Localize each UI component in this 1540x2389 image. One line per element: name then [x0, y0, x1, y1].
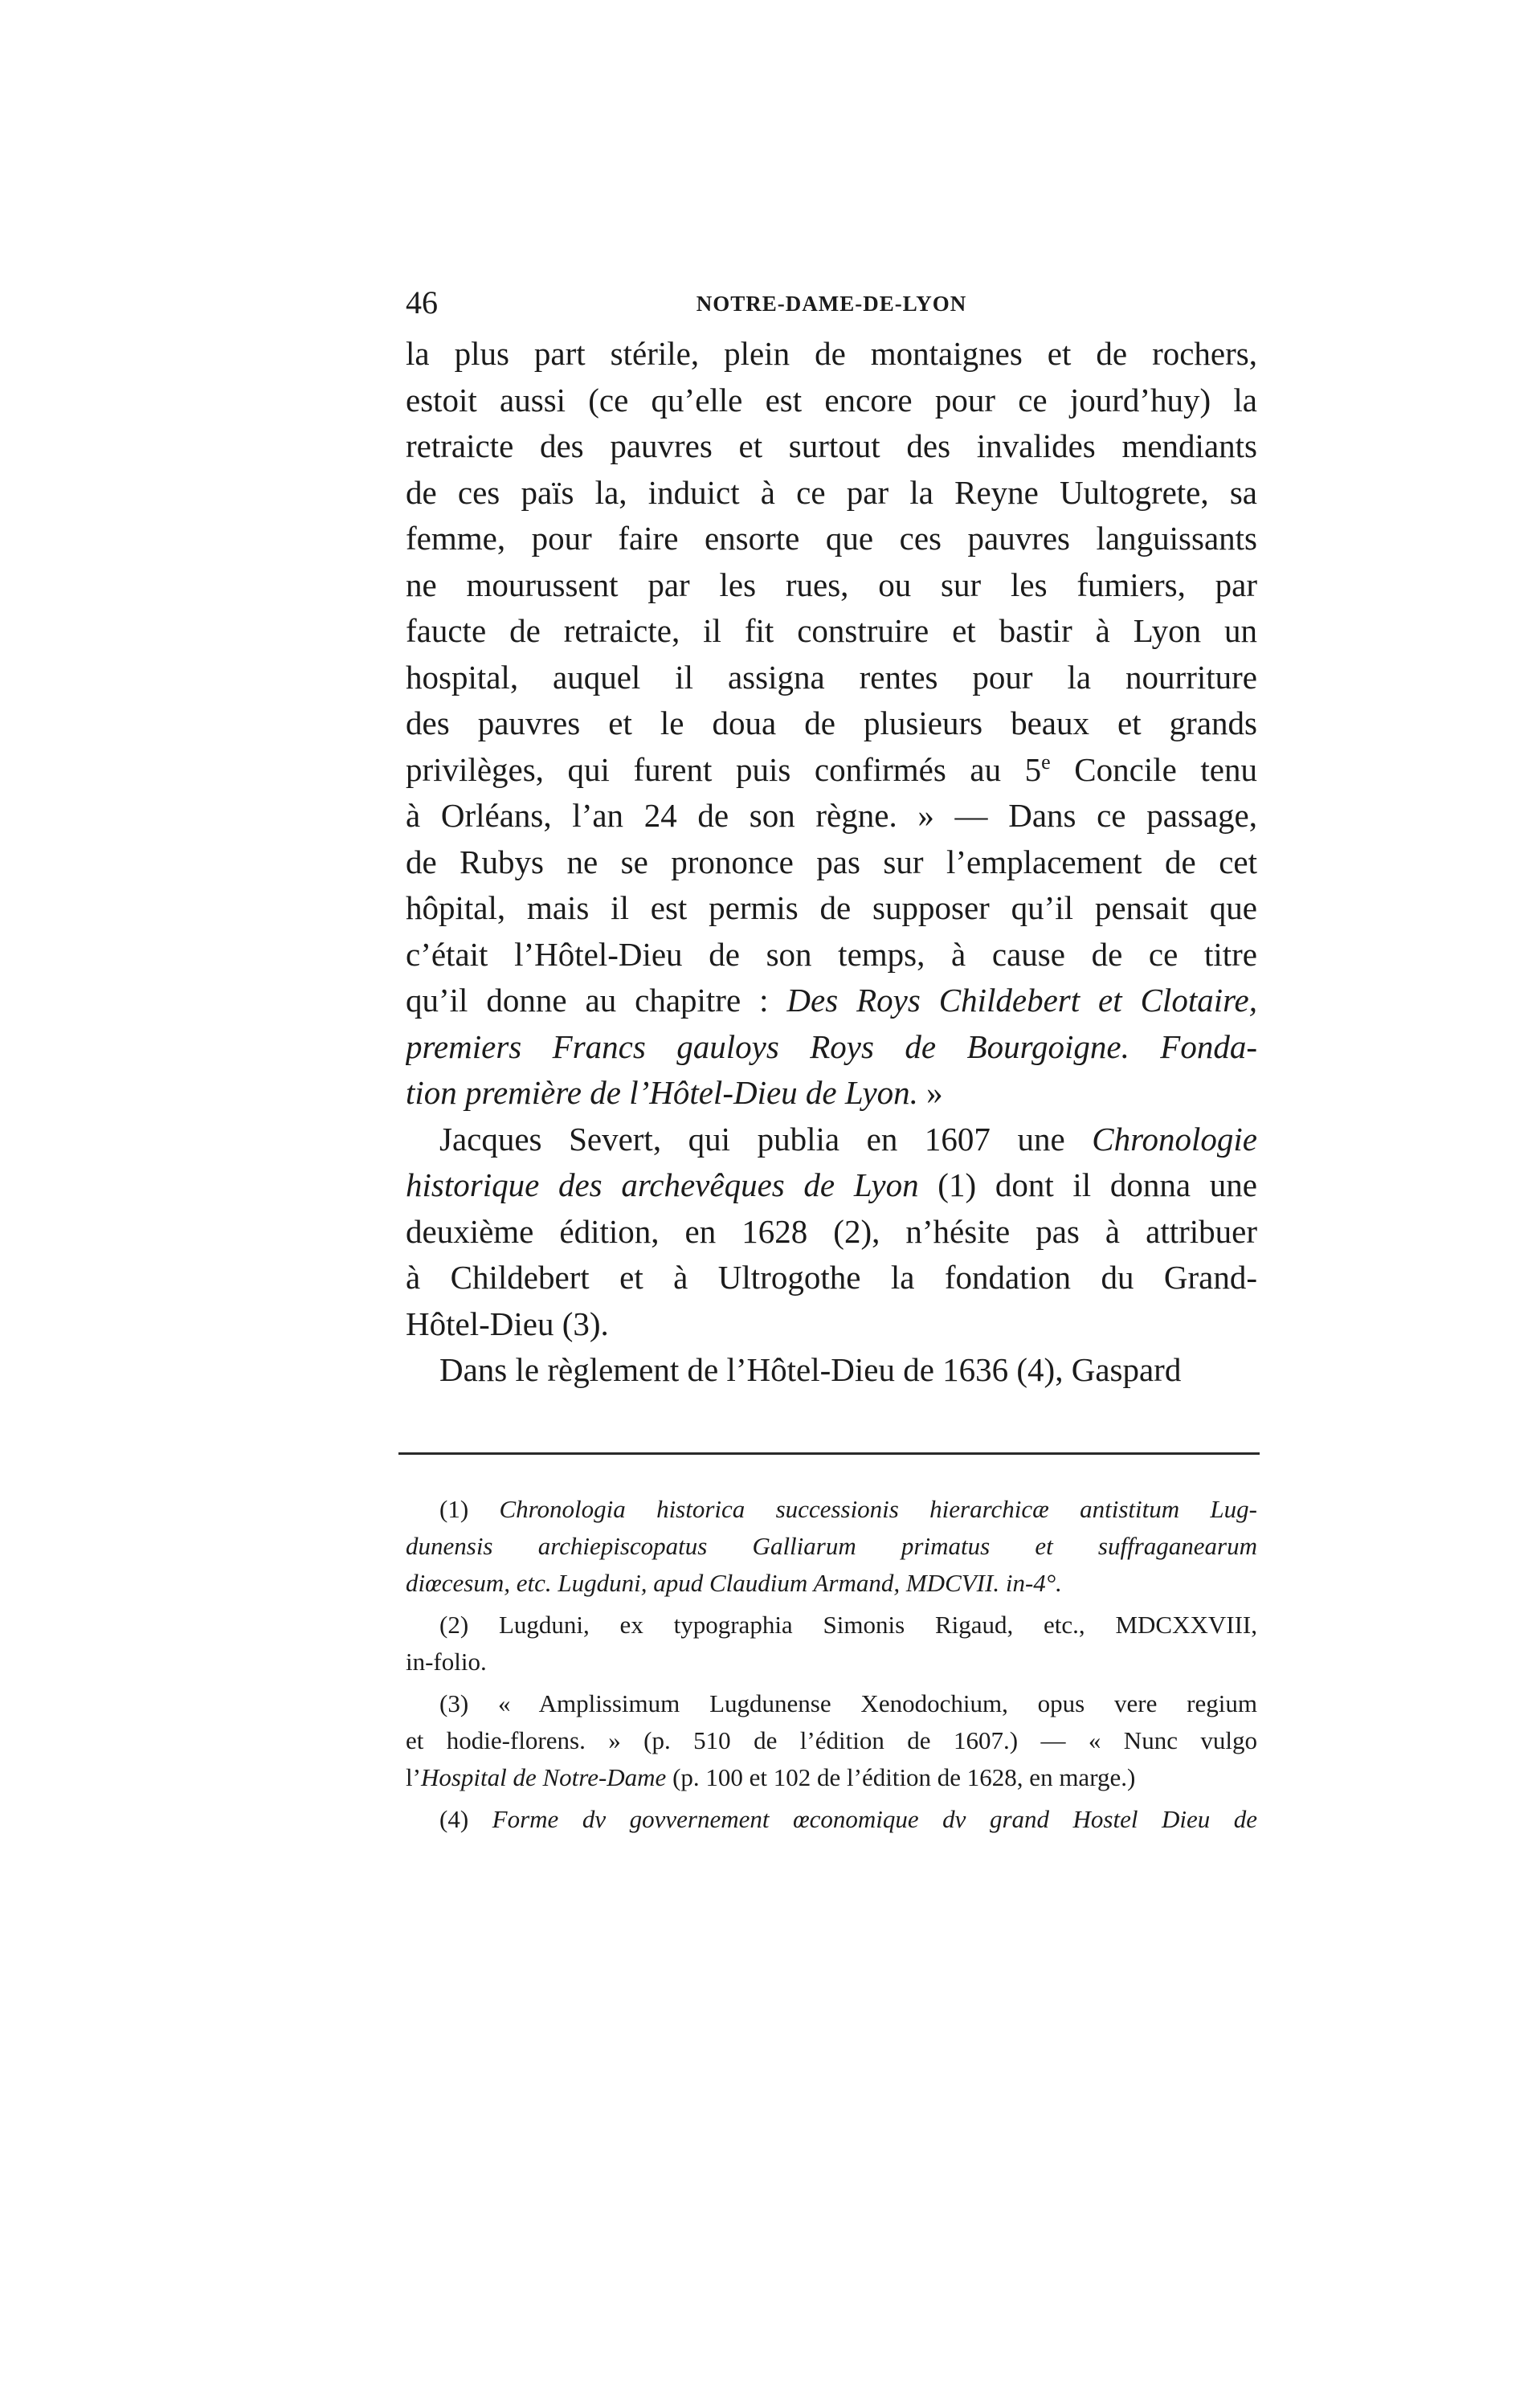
- text-line: faucte de retraicte, il fit construire et bastir à Lyon un: [406, 612, 1257, 649]
- text-run: in-folio.: [406, 1648, 487, 1676]
- text-line: Hôtel-Dieu (3).: [406, 1305, 609, 1342]
- text-line: à Orléans, l’an 24 de son règne. » — Dans ce passage,: [406, 797, 1257, 834]
- text-run: et hodie-florens. » (p. 510 de l’édition de 1607.) — « Nunc vulgo: [406, 1726, 1257, 1754]
- footnote-line: [406, 1722, 1257, 1759]
- text-run: (4): [439, 1805, 492, 1833]
- text-line: deuxième édition, en 1628 (2), n’hésite pas à attribuer: [406, 1212, 1257, 1250]
- italic-text: historique des archevêques de Lyon: [406, 1166, 919, 1203]
- superscript: e: [1041, 749, 1051, 774]
- footnote: [406, 1607, 1257, 1680]
- text-line: [406, 978, 1257, 1024]
- footnote-line: [406, 1491, 1257, 1528]
- footnote-line: [406, 1528, 1257, 1565]
- footnote: [406, 1685, 1257, 1796]
- footnote-separator: [398, 1452, 1260, 1455]
- page-number: 46: [406, 284, 438, 321]
- text-run: Concile tenu: [1050, 750, 1257, 788]
- text-run: (1): [439, 1495, 500, 1523]
- italic-text: Hospital de Notre-Dame: [420, 1763, 667, 1791]
- text-line: ne mourussent par les rues, ou sur les fumiers, par: [406, 566, 1257, 603]
- text-line: [406, 1024, 1257, 1071]
- text-line: [406, 1070, 1257, 1117]
- text-line: estoit aussi (ce qu’elle est encore pour ce jourd’huy) la: [406, 381, 1257, 419]
- italic-text: tion première de l’Hôtel-Dieu de Lyon.: [406, 1074, 918, 1111]
- running-title: NOTRE-DAME-DE-LYON: [696, 292, 967, 316]
- text-line: retraicte des pauvres et surtout des invalides mendiants: [406, 427, 1257, 464]
- footnote: [406, 1491, 1257, 1602]
- text-run: (1) dont il donna une: [918, 1166, 1257, 1203]
- page-header: [406, 283, 1257, 323]
- footnote-line: [406, 1644, 1257, 1680]
- text-line: la plus part stérile, plein de montaignes et de rochers,: [406, 335, 1257, 372]
- text-line: hospital, auquel il assigna rentes pour la nourriture: [406, 658, 1257, 696]
- italic-text: diœcesum, etc. Lugduni, apud Claudium Armand, MDCVII. in-4°.: [406, 1569, 1062, 1597]
- text-line: [406, 1162, 1257, 1209]
- text-line: [406, 1117, 1257, 1163]
- italic-text: Chronologia historica successionis hierarchicæ antistitum Lug-: [499, 1495, 1257, 1523]
- text-run: qu’il donne au chapitre :: [406, 982, 787, 1019]
- footnote-line: [406, 1801, 1257, 1838]
- text-line: c’était l’Hôtel-Dieu de son temps, à cause de ce titre: [406, 935, 1257, 973]
- text-line: de Rubys ne se prononce pas sur l’emplacement de cet: [406, 843, 1257, 880]
- text-line: de ces païs la, induict à ce par la Reyne Uultogrete, sa: [406, 473, 1257, 511]
- text-run: (3) « Amplissimum Lugdunense Xenodochium, opus vere regium: [439, 1689, 1257, 1717]
- text-run: (2) Lugduni, ex typographia Simonis Rigaud, etc., MDCXXVIII,: [439, 1611, 1257, 1639]
- text-run: »: [917, 1074, 943, 1111]
- footnote-line: [406, 1565, 1257, 1602]
- italic-text: Forme dv govvernement œconomique dv grand Hostel Dieu de: [492, 1805, 1257, 1833]
- footnote: [406, 1801, 1257, 1838]
- text-line: [406, 747, 1257, 794]
- text-line: hôpital, mais il est permis de supposer qu’il pensait que: [406, 889, 1257, 926]
- text-run: privilèges, qui furent puis confirmés au 5: [406, 750, 1042, 788]
- footnote-line: [406, 1607, 1257, 1644]
- italic-text: Des Roys Childebert et Clotaire,: [786, 982, 1257, 1019]
- body-text: [406, 331, 1257, 1394]
- text-line: des pauvres et le doua de plusieurs beaux et grands: [406, 704, 1257, 741]
- text-line: femme, pour faire ensorte que ces pauvres languissants: [406, 520, 1257, 557]
- footnote-line: [406, 1685, 1257, 1722]
- text-line: Dans le règlement de l’Hôtel-Dieu de 1636 (4), Gaspard: [439, 1351, 1182, 1388]
- text-run: (p. 100 et 102 de l’édition de 1628, en marge.): [666, 1763, 1136, 1791]
- italic-text: Chronologie: [1092, 1120, 1257, 1158]
- text-run: Jacques Severt, qui publia en 1607 une: [439, 1120, 1093, 1158]
- italic-text: premiers Francs gauloys Roys de Bourgoigne. Fonda-: [406, 1027, 1257, 1065]
- italic-text: dunensis archiepiscopatus Galliarum primatus et suffraganearum: [406, 1532, 1257, 1560]
- text-run: l’: [406, 1763, 421, 1791]
- footnotes: [406, 1491, 1257, 1838]
- text-line: à Childebert et à Ultrogothe la fondation du Grand-: [406, 1259, 1257, 1296]
- footnote-line: [406, 1759, 1257, 1796]
